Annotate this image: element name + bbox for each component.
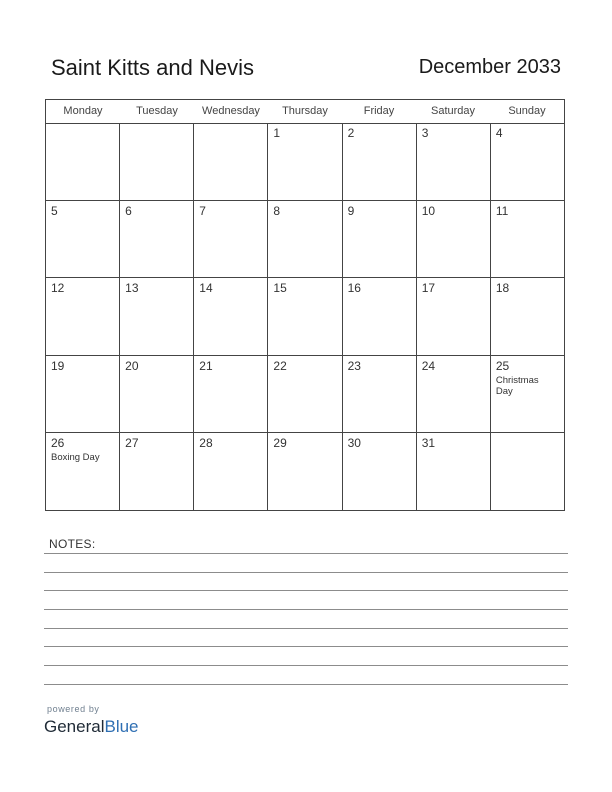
day-number: 24 bbox=[421, 358, 436, 373]
month-year-title: December 2033 bbox=[418, 56, 561, 78]
day-number: 28 bbox=[199, 436, 213, 451]
weeks-container bbox=[46, 123, 564, 511]
weekday-label: Wednesday bbox=[202, 105, 260, 117]
weekday-label: Sunday bbox=[508, 105, 546, 117]
day-number: 17 bbox=[421, 281, 436, 296]
day-cell bbox=[194, 201, 268, 279]
day-number: 27 bbox=[125, 436, 139, 451]
day-number: 7 bbox=[199, 203, 206, 218]
day-cell bbox=[46, 278, 120, 356]
day-number: 29 bbox=[273, 436, 287, 451]
weekday-label: Saturday bbox=[430, 105, 476, 117]
day-cell bbox=[343, 201, 417, 279]
weekday-header-row bbox=[46, 100, 564, 124]
day-cell bbox=[46, 201, 120, 279]
weekday-label: Friday bbox=[363, 105, 395, 117]
day-cell bbox=[491, 356, 564, 434]
day-cell bbox=[194, 123, 268, 201]
brand-logo bbox=[44, 717, 139, 737]
day-number: 18 bbox=[495, 281, 510, 296]
day-cell bbox=[491, 123, 564, 201]
day-cell bbox=[120, 356, 194, 434]
day-cell bbox=[194, 433, 268, 511]
day-number: 30 bbox=[347, 436, 361, 451]
day-cell bbox=[417, 278, 491, 356]
weekday-label: Tuesday bbox=[136, 105, 178, 117]
powered-by-text: powered by bbox=[47, 704, 100, 714]
day-number: 15 bbox=[273, 281, 287, 296]
day-cell bbox=[343, 356, 417, 434]
day-number: 20 bbox=[125, 358, 139, 373]
day-cell bbox=[268, 278, 342, 356]
day-cell bbox=[343, 433, 417, 511]
notes-line bbox=[44, 572, 568, 573]
day-cell bbox=[417, 201, 491, 279]
holiday-label: Boxing Day bbox=[51, 452, 100, 464]
day-cell bbox=[46, 356, 120, 434]
day-cell bbox=[417, 433, 491, 511]
day-cell bbox=[343, 278, 417, 356]
holiday-label: Christmas Day bbox=[495, 374, 539, 397]
weekday-label: Thursday bbox=[282, 105, 328, 117]
brand-name-part1: General bbox=[44, 717, 105, 736]
notes-line bbox=[44, 628, 568, 629]
day-number: 6 bbox=[125, 203, 132, 218]
day-cell bbox=[194, 356, 268, 434]
day-cell bbox=[491, 433, 564, 511]
day-number: 1 bbox=[273, 126, 281, 140]
day-number: 16 bbox=[347, 281, 361, 296]
country-title: Saint Kitts and Nevis bbox=[51, 55, 254, 80]
day-number: 3 bbox=[421, 126, 429, 140]
notes-line bbox=[44, 684, 568, 685]
day-number: 31 bbox=[421, 436, 436, 451]
notes-label: NOTES: bbox=[49, 537, 96, 551]
day-cell bbox=[268, 356, 342, 434]
day-cell bbox=[46, 123, 120, 201]
calendar-grid bbox=[45, 99, 565, 511]
day-number: 21 bbox=[199, 358, 213, 373]
day-cell bbox=[120, 278, 194, 356]
day-cell bbox=[268, 201, 342, 279]
day-number: 4 bbox=[495, 126, 503, 140]
week-row bbox=[46, 123, 564, 201]
day-number: 14 bbox=[199, 281, 213, 296]
notes-line bbox=[44, 590, 568, 591]
weekday-label: Monday bbox=[63, 105, 103, 117]
day-cell bbox=[268, 123, 342, 201]
day-number: 25 bbox=[495, 358, 510, 373]
day-cell bbox=[491, 201, 564, 279]
notes-line bbox=[44, 646, 568, 647]
day-number: 2 bbox=[347, 126, 355, 140]
day-number: 26 bbox=[51, 436, 65, 451]
day-number: 22 bbox=[273, 358, 287, 373]
day-number: 8 bbox=[273, 203, 281, 218]
day-number: 23 bbox=[347, 358, 361, 373]
day-number: 19 bbox=[51, 358, 65, 373]
week-row bbox=[46, 201, 564, 279]
day-cell bbox=[491, 278, 564, 356]
day-number: 12 bbox=[51, 281, 65, 296]
day-cell bbox=[268, 433, 342, 511]
notes-line bbox=[44, 609, 568, 610]
day-cell bbox=[194, 278, 268, 356]
week-row bbox=[46, 433, 564, 511]
notes-line bbox=[44, 665, 568, 666]
notes-line bbox=[44, 553, 568, 554]
day-cell bbox=[417, 123, 491, 201]
day-cell bbox=[343, 123, 417, 201]
day-cell bbox=[46, 433, 120, 511]
day-cell bbox=[120, 201, 194, 279]
day-cell bbox=[120, 433, 194, 511]
day-number: 10 bbox=[421, 203, 436, 218]
day-cell bbox=[120, 123, 194, 201]
week-row bbox=[46, 356, 564, 434]
day-number: 11 bbox=[495, 203, 509, 218]
day-number: 9 bbox=[347, 203, 355, 218]
brand-name-part2: Blue bbox=[104, 717, 139, 736]
day-number: 5 bbox=[51, 203, 58, 218]
day-number: 13 bbox=[125, 281, 139, 296]
week-row bbox=[46, 278, 564, 356]
day-cell bbox=[417, 356, 491, 434]
